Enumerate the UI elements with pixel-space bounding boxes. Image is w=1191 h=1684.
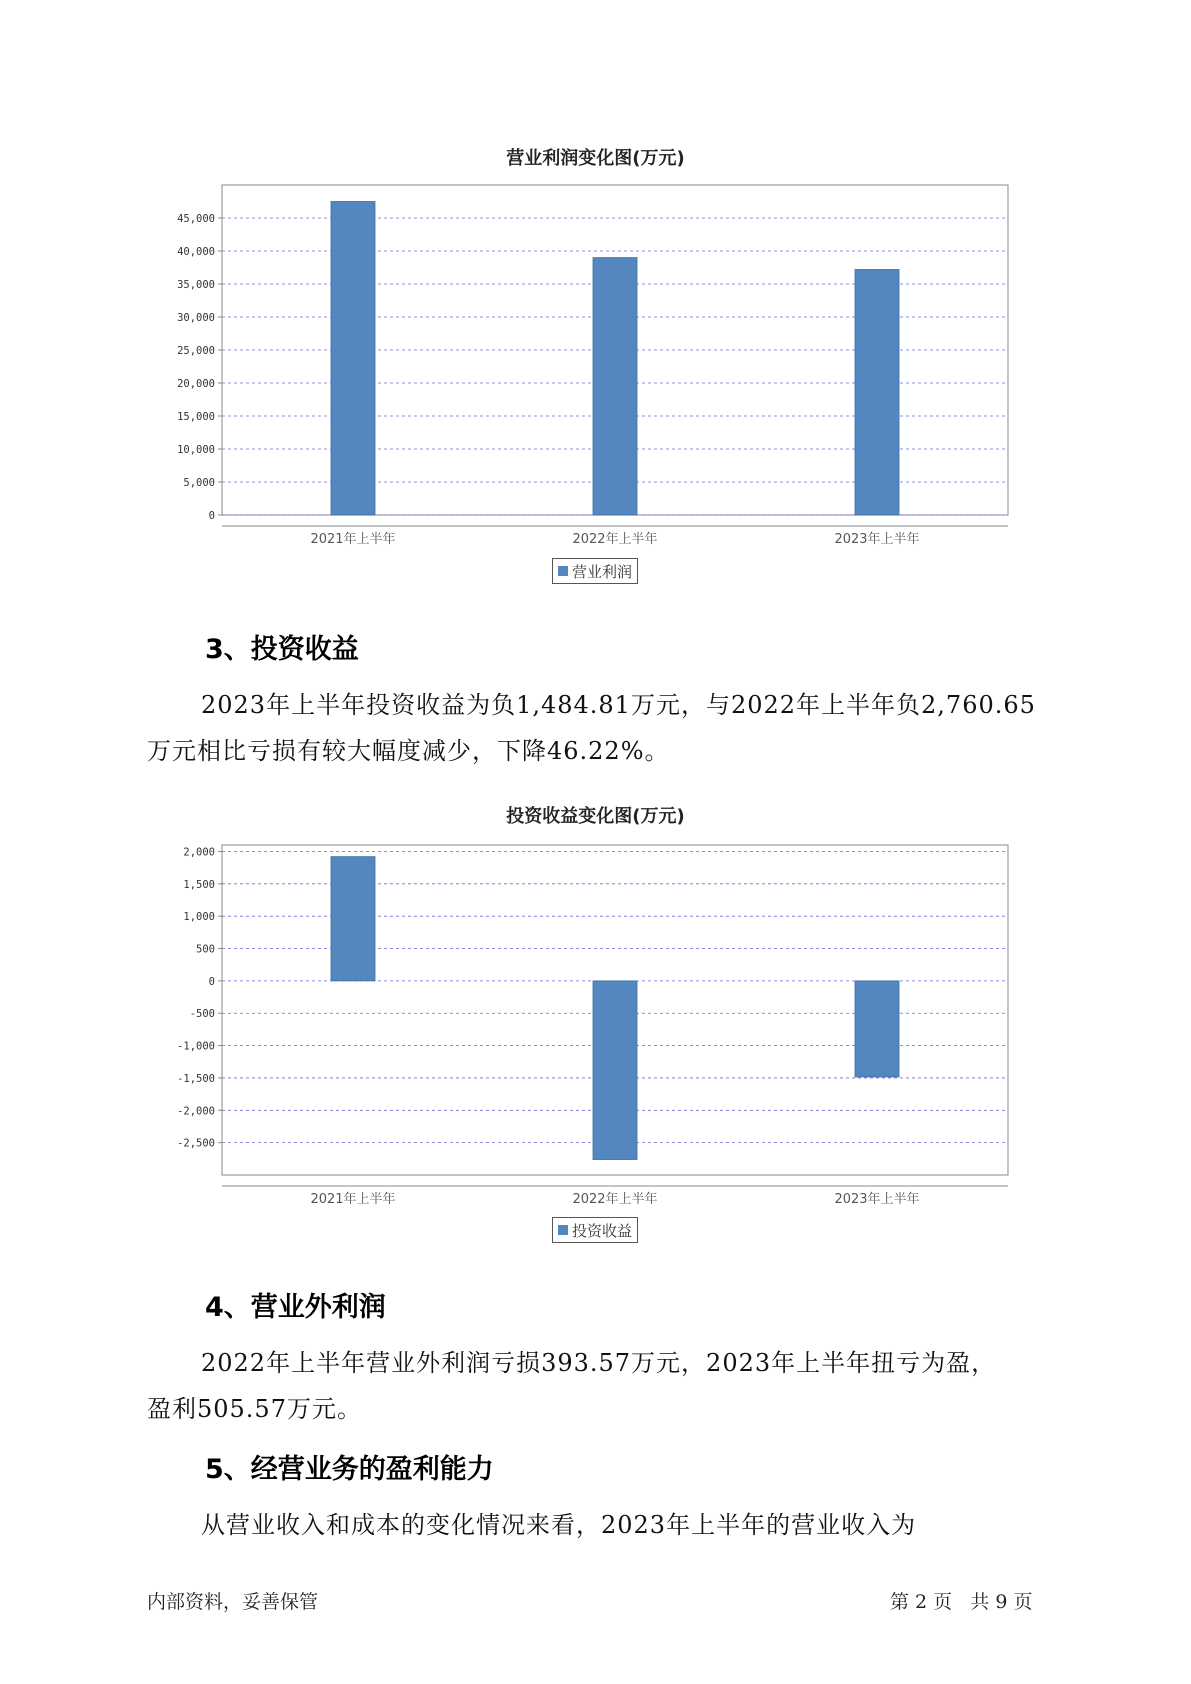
y-tick-label: 15,000	[177, 411, 215, 423]
section-3-line-2: 万元相比亏损有较大幅度减少，下降46.22%。	[147, 737, 670, 765]
y-tick-label: 40,000	[177, 246, 215, 258]
section-5-line-1: 从营业收入和成本的变化情况来看，2023年上半年的营业收入为	[201, 1511, 917, 1539]
footer-page-number: 第 2 页 共 9 页	[890, 1591, 1033, 1613]
x-tick-label: 2023年上半年	[834, 1192, 920, 1207]
chart2-title: 投资收益变化图(万元)	[506, 806, 685, 827]
y-tick-label: -2,000	[177, 1105, 215, 1118]
investment-income-chart	[0, 840, 1191, 1225]
section-4-heading: 4、营业外利润	[205, 1292, 386, 1323]
y-tick-label: 10,000	[177, 444, 215, 456]
x-tick-label: 2021年上半年	[310, 532, 396, 547]
section-4-paragraph	[147, 1340, 1077, 1432]
bar	[593, 981, 637, 1160]
y-tick-label: -1,000	[177, 1040, 215, 1053]
y-tick-label: 1,000	[183, 911, 215, 924]
chart1-legend	[552, 558, 638, 584]
y-tick-label: 35,000	[177, 279, 215, 291]
y-tick-label: 0	[208, 510, 215, 522]
legend-swatch	[558, 1225, 568, 1235]
section-4-line-1: 2022年上半年营业外利润亏损393.57万元，2023年上半年扭亏为盈，	[201, 1349, 997, 1377]
footer-confidential: 内部资料，妥善保管	[147, 1591, 319, 1613]
legend-label: 营业利润	[572, 562, 633, 581]
y-tick-label: 0	[208, 975, 215, 988]
bar	[855, 981, 899, 1077]
chart2-legend	[552, 1217, 638, 1243]
y-tick-label: -1,500	[177, 1072, 215, 1085]
y-tick-label: 1,500	[183, 878, 215, 891]
x-tick-label: 2022年上半年	[572, 532, 658, 547]
y-tick-label: -2,500	[177, 1137, 215, 1150]
y-tick-label: 500	[196, 943, 215, 956]
chart1-title: 营业利润变化图(万元)	[506, 148, 685, 169]
y-tick-label: -500	[189, 1008, 215, 1021]
legend-label: 投资收益	[572, 1221, 633, 1240]
y-tick-label: 2,000	[183, 846, 215, 859]
y-tick-label: 20,000	[177, 378, 215, 390]
y-tick-label: 5,000	[183, 477, 215, 489]
section-5-paragraph	[147, 1502, 1077, 1548]
y-tick-label: 30,000	[177, 312, 215, 324]
legend-swatch	[558, 566, 568, 576]
y-tick-label: 25,000	[177, 345, 215, 357]
section-3-paragraph	[147, 682, 1077, 774]
bar	[331, 857, 375, 981]
bar	[593, 258, 637, 515]
bar	[331, 202, 375, 516]
bar	[855, 269, 899, 515]
x-tick-label: 2023年上半年	[834, 532, 920, 547]
section-5-heading: 5、经营业务的盈利能力	[205, 1454, 494, 1485]
section-3-line-1: 2023年上半年投资收益为负1,484.81万元，与2022年上半年负2,760.65	[201, 691, 1036, 719]
x-tick-label: 2022年上半年	[572, 1192, 658, 1207]
section-4-line-2: 盈利505.57万元。	[147, 1395, 362, 1423]
operating-profit-chart	[0, 180, 1191, 560]
section-3-heading: 3、投资收益	[205, 634, 359, 665]
x-tick-label: 2021年上半年	[310, 1192, 396, 1207]
y-tick-label: 45,000	[177, 213, 215, 225]
